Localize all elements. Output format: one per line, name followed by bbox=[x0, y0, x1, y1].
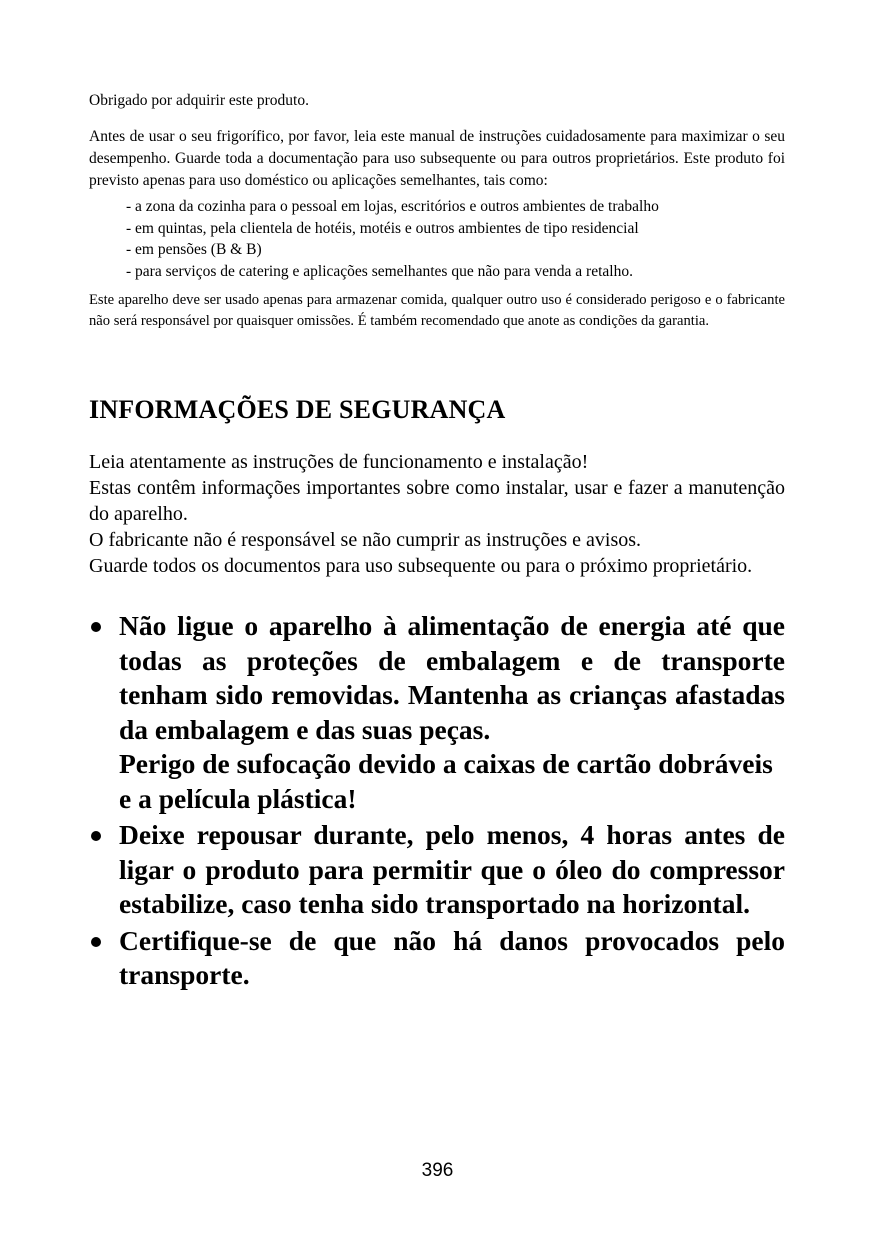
bullet-item bbox=[89, 818, 785, 922]
bullet-subtext: Perigo de sufocação devido a caixas de cartão dobráveis e a película plástica! bbox=[119, 748, 773, 814]
bullet-icon bbox=[91, 622, 101, 632]
list-item: - a zona da cozinha para o pessoal em lojas, escritórios e outros ambientes de trabalho bbox=[126, 198, 659, 215]
uses-list bbox=[89, 196, 785, 282]
safety-line: Guarde todos os documentos para uso subsequente ou para o próximo proprietário. bbox=[89, 555, 753, 577]
list-item: - para serviços de catering e aplicações semelhantes que não para venda a retalho. bbox=[126, 262, 633, 280]
safety-intro bbox=[89, 449, 785, 579]
list-item: - em pensões (B & B) bbox=[126, 241, 262, 258]
bullet-icon bbox=[91, 937, 101, 947]
page-number: 396 bbox=[421, 1160, 454, 1181]
bullet-text: Certifique-se de que não há danos provocados pelo transporte. bbox=[119, 924, 785, 990]
list-item: - em quintas, pela clientela de hotéis, motéis e outros ambientes de tipo residencial bbox=[126, 219, 639, 237]
bullet-icon bbox=[91, 831, 101, 841]
bullet-text: Deixe repousar durante, pelo menos, 4 horas antes de ligar o produto para permitir que o óleo do compressor estabilize, caso tenha sido transportado na horizontal. bbox=[119, 819, 785, 919]
bullet-item bbox=[89, 609, 785, 816]
manual-page bbox=[89, 90, 785, 995]
usage-warning: Este aparelho deve ser usado apenas para armazenar comida, qualquer outro uso é considerado perigoso e o fabricante não será responsável por quaisquer omissões. É também recomendado que anote as condições da garantia. bbox=[89, 292, 785, 329]
safety-bullets bbox=[89, 609, 785, 993]
safety-line: Leia atentamente as instruções de funcionamento e instalação! bbox=[89, 451, 589, 473]
bullet-item bbox=[89, 924, 785, 993]
thanks-text: Obrigado por adquirir este produto. bbox=[89, 92, 309, 109]
section-title: INFORMAÇÕES DE SEGURANÇA bbox=[89, 395, 506, 424]
safety-line: Estas contêm informações importantes sobre como instalar, usar e fazer a manutenção do aparelho. bbox=[89, 477, 785, 525]
safety-line: O fabricante não é responsável se não cumprir as instruções e avisos. bbox=[89, 529, 642, 551]
intro-paragraph: Antes de usar o seu frigorífico, por favor, leia este manual de instruções cuidadosamente para maximizar o seu desempenho. Guarde toda a documentação para uso subsequente ou para outros proprietários. Este produto foi previsto apenas para uso doméstico ou aplicações semelhantes, tais como: bbox=[89, 128, 785, 189]
bullet-text: Não ligue o aparelho à alimentação de energia até que todas as proteções de embalagem e de transporte tenham sido removidas. Mantenha as crianças afastadas da embalagem e das suas peças. bbox=[119, 610, 785, 745]
